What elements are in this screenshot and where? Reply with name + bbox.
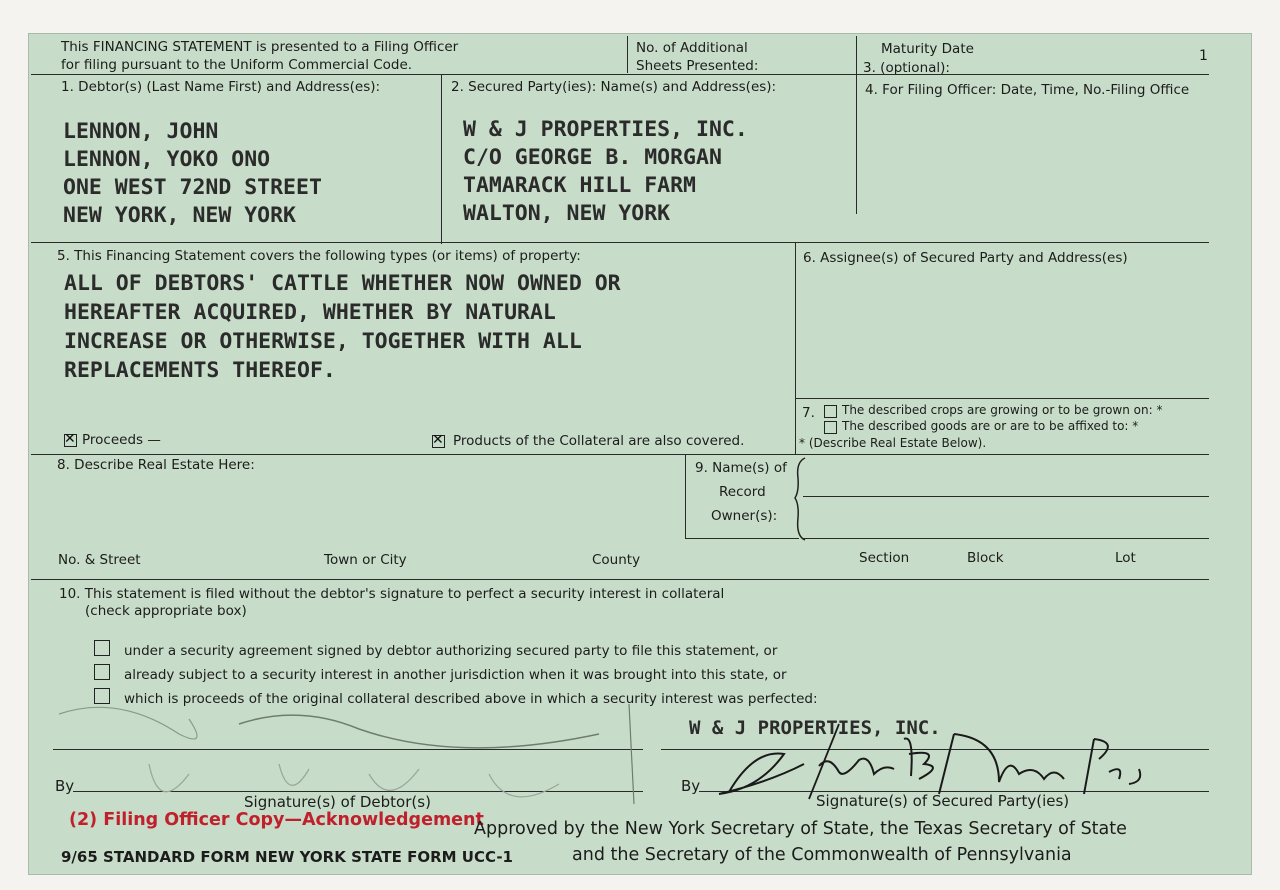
financing-statement-form [28, 33, 1252, 875]
divider [441, 74, 442, 244]
debtor-signature-traces [39, 674, 639, 814]
goods-checkbox[interactable] [824, 421, 837, 434]
section-label: Section [859, 550, 910, 566]
debtor-line: ONE WEST 72ND STREET [63, 175, 322, 200]
crops-label: The described crops are growing or to be grown on: * [842, 403, 1163, 417]
goods-label: The described goods are or are to be affixed to: * [842, 419, 1139, 433]
other-jurisdiction-label: already subject to a security interest in another jurisdiction when it was brought into this state, or [124, 667, 787, 683]
bracket-icon [793, 458, 809, 540]
debtor-line: NEW YORK, NEW YORK [63, 203, 296, 228]
record-owner-line [803, 538, 1209, 539]
security-agreement-checkbox[interactable] [94, 640, 110, 656]
by-debtor-label: By [55, 777, 75, 795]
section10-statement: 10. This statement is filed without the debtor's signature to perfect a security interest in collateral [59, 586, 725, 602]
debtor-signature-caption: Signature(s) of Debtor(s) [244, 793, 431, 811]
debtor-line: LENNON, JOHN [63, 119, 219, 144]
intro-line-2: for filing pursuant to the Uniform Commercial Code. [61, 57, 413, 73]
divider [685, 454, 686, 538]
divider [31, 74, 1209, 75]
divider [685, 538, 799, 539]
approval-line-1: Approved by the New York Secretary of State, the Texas Secretary of State [474, 819, 1127, 839]
record-owner-label-2: Record [719, 484, 766, 500]
divider [31, 579, 1209, 580]
form-id: 9/65 STANDARD FORM NEW YORK STATE FORM UCC-1 [61, 848, 513, 866]
by-secured-label: By [681, 777, 701, 795]
maturity-date-label-1: Maturity Date [881, 41, 974, 57]
block-label: Block [967, 550, 1004, 566]
products-label: Products of the Collateral are also covered. [453, 433, 745, 449]
additional-sheets-label-1: No. of Additional [636, 40, 748, 56]
secured-party-line: TAMARACK HILL FARM [463, 173, 696, 198]
proceeds-label: Proceeds — [82, 432, 161, 448]
county-label: County [592, 552, 641, 568]
property-line: INCREASE OR OTHERWISE, TOGETHER WITH ALL [64, 329, 582, 354]
filing-officer-label: 4. For Filing Officer: Date, Time, No.-Filing Office [865, 82, 1190, 98]
property-line: ALL OF DEBTORS' CATTLE WHETHER NOW OWNED OR [64, 271, 621, 296]
secured-party-label: 2. Secured Party(ies): Name(s) and Address(es): [451, 79, 777, 95]
street-label: No. & Street [58, 552, 141, 568]
additional-sheets-label-2: Sheets Presented: [636, 58, 759, 74]
lot-label: Lot [1115, 550, 1136, 566]
property-line: HEREAFTER ACQUIRED, WHETHER BY NATURAL [64, 300, 556, 325]
maturity-date-label-2: 3. (optional): [863, 60, 950, 76]
intro-line-1: This FINANCING STATEMENT is presented to a Filing Officer [61, 39, 459, 55]
debtor-line: LENNON, YOKO ONO [63, 147, 271, 172]
divider [795, 398, 1209, 399]
divider [795, 242, 796, 454]
real-estate-note: * (Describe Real Estate Below). [799, 436, 987, 450]
secured-company-name: W & J PROPERTIES, INC. [689, 717, 941, 739]
real-estate-label: 8. Describe Real Estate Here: [57, 457, 255, 473]
security-agreement-label: under a security agreement signed by debtor authorizing secured party to file this statement, or [124, 643, 778, 659]
assignee-label: 6. Assignee(s) of Secured Party and Address(es) [803, 250, 1128, 266]
secured-party-line: C/O GEORGE B. MORGAN [463, 145, 722, 170]
record-owner-line [803, 496, 1209, 497]
crops-number: 7. [802, 405, 815, 421]
products-checkbox[interactable] [432, 435, 445, 448]
property-label: 5. This Financing Statement covers the following types (or items) of property: [57, 248, 581, 264]
property-line: REPLACEMENTS THEREOF. [64, 358, 336, 383]
divider [31, 242, 1209, 243]
secured-party-line: W & J PROPERTIES, INC. [463, 117, 748, 142]
proceeds-collateral-label: which is proceeds of the original collateral described above in which a security interest was perfected: [124, 691, 818, 707]
divider [627, 36, 628, 73]
approval-line-2: and the Secretary of the Commonwealth of Pennsylvania [572, 845, 1072, 865]
section10-instruction: (check appropriate box) [85, 603, 247, 619]
record-owner-label-3: Owner(s): [711, 508, 778, 524]
record-owner-label-1: 9. Name(s) of [695, 460, 787, 476]
maturity-mark: 1 [1199, 48, 1208, 64]
divider [856, 36, 857, 214]
secured-party-line: WALTON, NEW YORK [463, 201, 671, 226]
town-label: Town or City [324, 552, 407, 568]
proceeds-checkbox[interactable] [64, 434, 77, 447]
secured-party-signature [699, 694, 1159, 804]
divider [31, 454, 1209, 455]
copy-label: (2) Filing Officer Copy—Acknowledgement [69, 810, 484, 830]
crops-checkbox[interactable] [824, 405, 837, 418]
secured-signature-caption: Signature(s) of Secured Party(ies) [816, 792, 1070, 810]
debtor-label: 1. Debtor(s) (Last Name First) and Address(es): [61, 79, 381, 95]
